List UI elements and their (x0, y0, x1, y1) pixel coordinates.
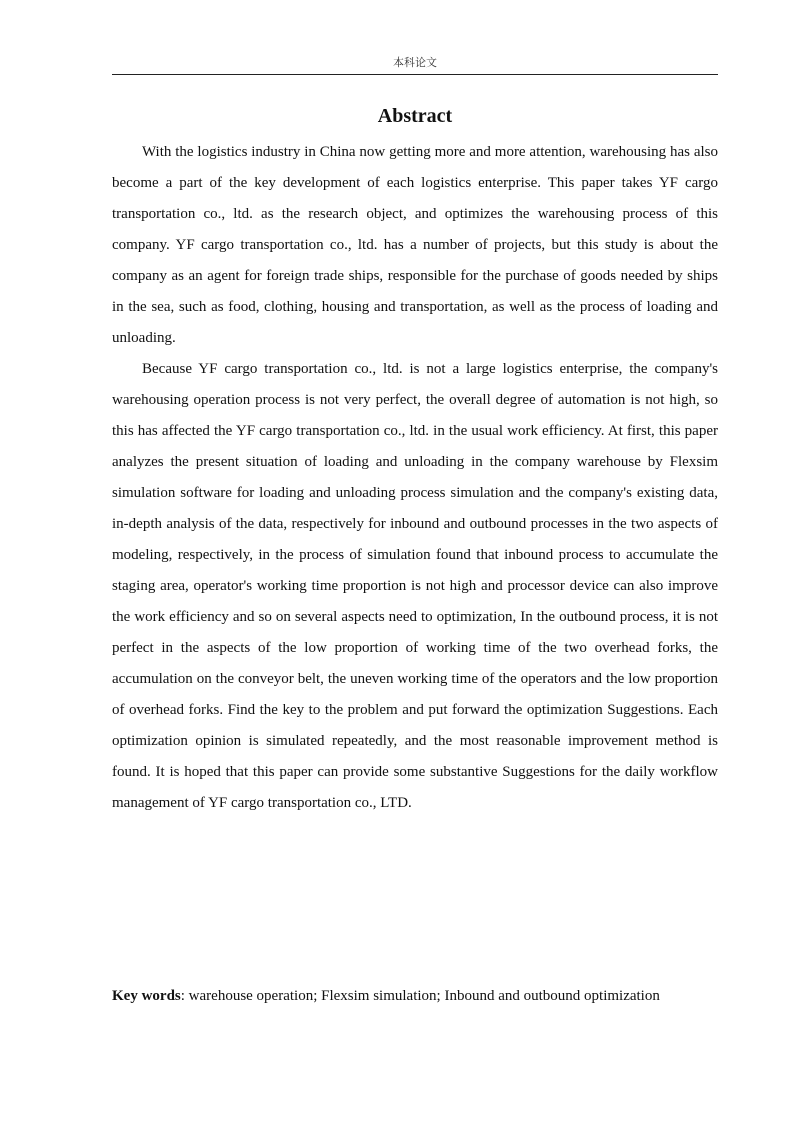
abstract-paragraph-1: With the logistics industry in China now getting more and more attention, warehousing has also become a part of the key development of each logistics enterprise. This paper takes YF cargo transportation co., ltd. as the research object, and optimizes the warehousing process of this company. YF cargo transportation co., ltd. has a number of projects, but this study is about the company as an agent for foreign trade ships, responsible for the purchase of goods needed by ships in the sea, such as food, clothing, housing and transportation, as well as the process of loading and unloading. (112, 144, 718, 346)
abstract-paragraph-2: Because YF cargo transportation co., ltd. is not a large logistics enterprise, the company's warehousing operation process is not very perfect, the overall degree of automation is not high, so this has affected the YF cargo transportation co., ltd. in the usual work efficiency. At first, this paper analyzes the present situation of loading and unloading in the company warehouse by Flexsim simulation software for loading and unloading process simulation and the company's existing data, in-depth analysis of the data, respectively for inbound and outbound processes in the two aspects of modeling, respectively, in the process of simulation found that inbound process to accumulate the staging area, operator's working time proportion is not high and processor device can also improve the work efficiency and so on several aspects need to optimization, In the outbound process, it is not perfect in the aspects of the low proportion of working time of the two overhead forks, the accumulation on the conveyor belt, the uneven working time of the operators and the low proportion of overhead forks. Find the key to the problem and put forward the optimization Suggestions. Each optimization opinion is simulated repeatedly, and the most reasonable improvement method is found. It is hoped that this paper can provide some substantive Suggestions for the daily workflow management of YF cargo transportation co., LTD. (112, 361, 718, 811)
header-divider (112, 74, 718, 75)
keywords-label: Key words (112, 988, 181, 1004)
page-header: 本科论文 (393, 56, 437, 69)
keywords-line (112, 981, 718, 1012)
abstract-body (112, 137, 718, 819)
abstract-title: Abstract (377, 105, 453, 127)
keywords-separator: : (180, 988, 189, 1004)
keywords-text: warehouse operation; Flexsim simulation; Inbound and outbound optimization (188, 988, 660, 1004)
